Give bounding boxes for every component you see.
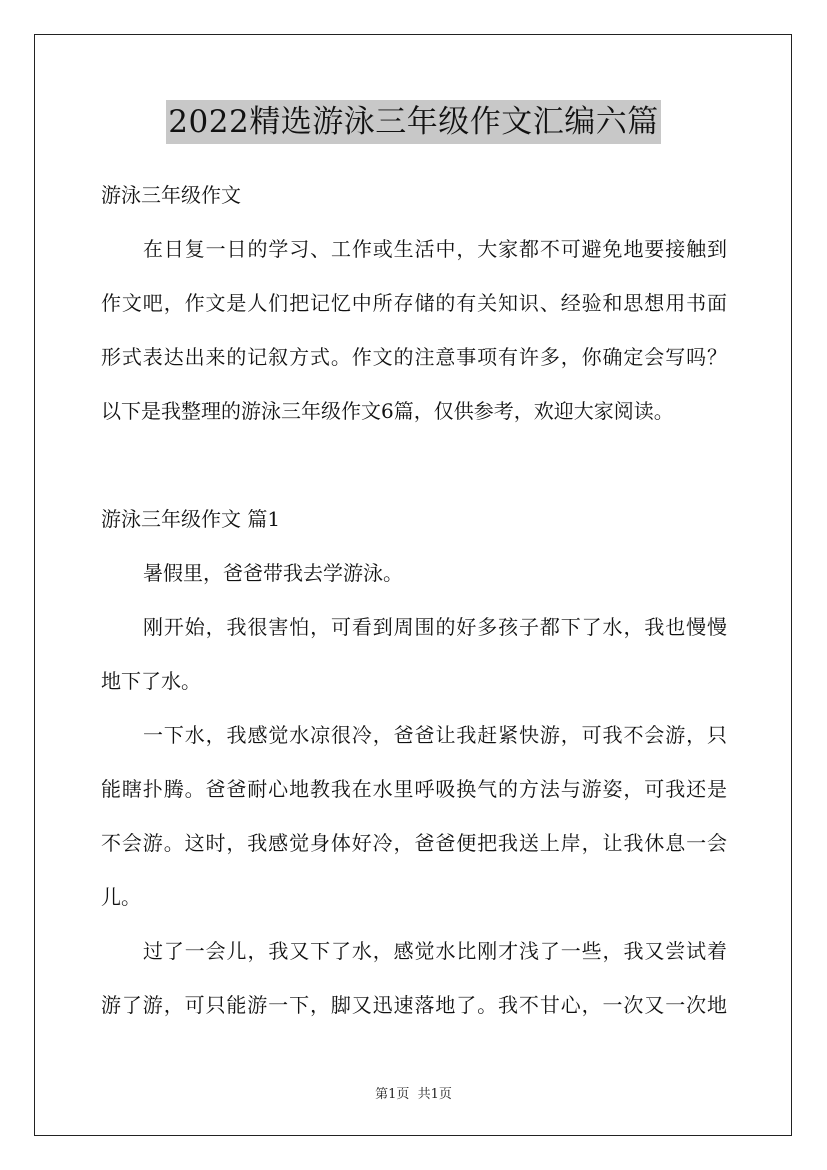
page-footer: 第1页 共1页 (375, 1087, 452, 1102)
document-body (101, 168, 727, 1032)
intro-heading: 游泳三年级作文 (101, 183, 241, 207)
intro-line: 以下是我整理的游泳三年级作文6篇，仅供参考，欢迎大家阅读。 (101, 399, 674, 423)
paragraph-line: 游了游，可只能游一下，脚又迅速落地了。我不甘心，一次又一次地 (101, 993, 727, 1017)
section-spacer (101, 438, 727, 492)
intro-line: 在日复一日的学习、工作或生活中，大家都不可避免地要接触到 (143, 237, 727, 261)
title-block (0, 100, 827, 144)
paragraph-line: 儿。 (101, 885, 141, 909)
section-heading: 游泳三年级作文 篇1 (101, 507, 281, 531)
intro-line: 作文吧，作文是人们把记忆中所存储的有关知识、经验和思想用书面 (101, 291, 727, 315)
paragraph-line: 刚开始，我很害怕，可看到周围的好多孩子都下了水，我也慢慢 (143, 615, 727, 639)
document-title: 2022精选游泳三年级作文汇编六篇 (166, 100, 660, 144)
paragraph-line: 过了一会儿，我又下了水，感觉水比刚才浅了一些，我又尝试着 (143, 939, 727, 963)
intro-line: 形式表达出来的记叙方式。作文的注意事项有许多，你确定会写吗？ (101, 345, 727, 369)
paragraph-line: 一下水，我感觉水凉很冷，爸爸让我赶紧快游，可我不会游，只 (143, 723, 727, 747)
paragraph-line: 地下了水。 (101, 669, 201, 693)
paragraph-line: 暑假里，爸爸带我去学游泳。 (143, 561, 403, 585)
paragraph-line: 不会游。这时，我感觉身体好冷，爸爸便把我送上岸，让我休息一会 (101, 831, 727, 855)
paragraph-line: 能瞎扑腾。爸爸耐心地教我在水里呼吸换气的方法与游姿，可我还是 (101, 777, 727, 801)
